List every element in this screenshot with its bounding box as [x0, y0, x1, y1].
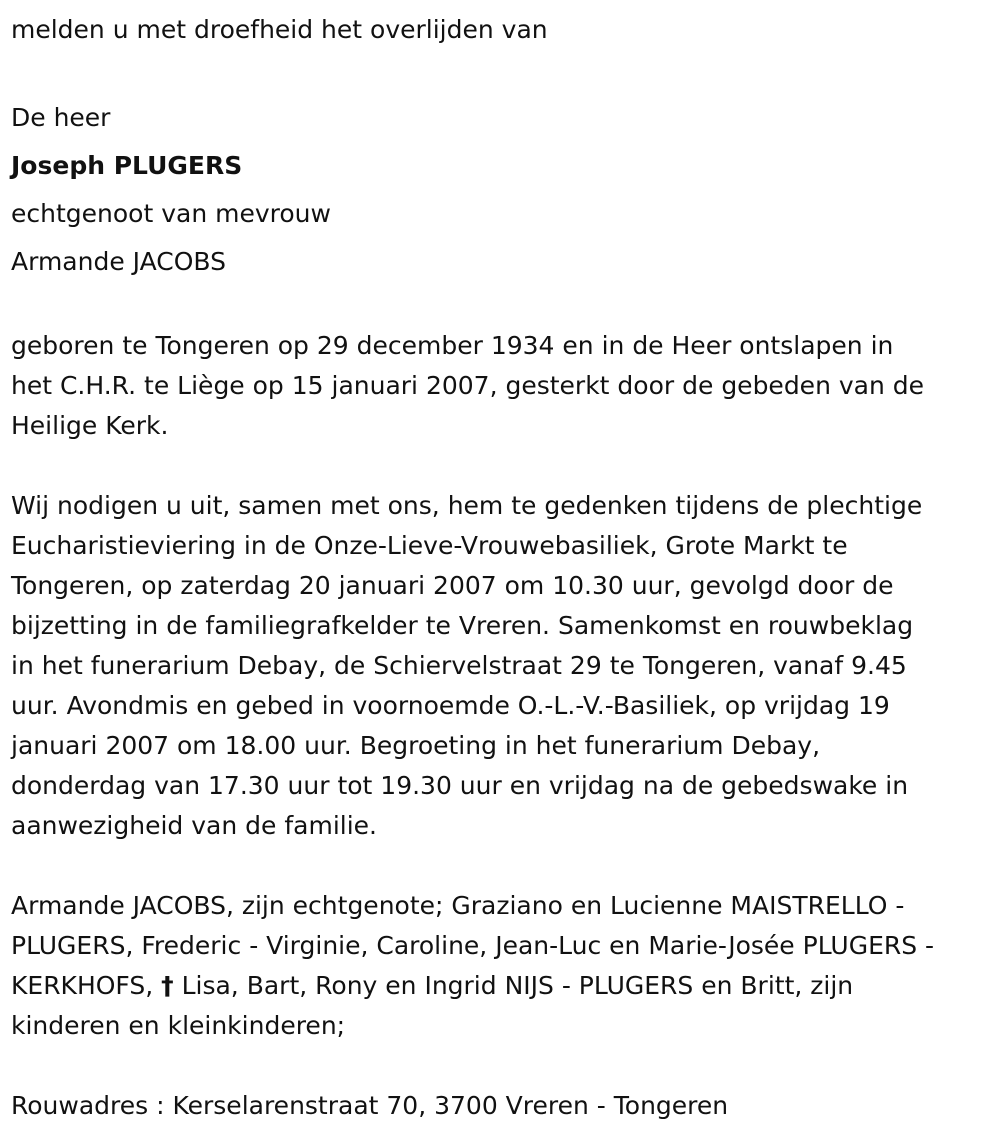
spouse-label: echtgenoot van mevrouw	[11, 199, 331, 228]
spacer	[11, 846, 989, 886]
paragraph-line: Tongeren, op zaterdag 20 januari 2007 om 10.30 uur, gevolgd door de	[11, 571, 894, 600]
paragraph-line	[11, 966, 989, 1006]
paragraph-line: geboren te Tongeren op 29 december 1934 en in de Heer ontslapen in	[11, 331, 894, 360]
birth-death-paragraph	[11, 326, 989, 446]
paragraph-line: aanwezigheid van de familie.	[11, 811, 377, 840]
paragraph-line: Armande JACOBS, zijn echtgenote; Graziano en Lucienne MAISTRELLO -	[11, 891, 905, 920]
paragraph-line: PLUGERS, Frederic - Virginie, Caroline, Jean-Luc en Marie-Josée PLUGERS -	[11, 931, 935, 960]
paragraph-line: Eucharistieviering in de Onze-Lieve-Vrouwebasiliek, Grote Markt te	[11, 531, 848, 560]
spacer	[11, 54, 989, 94]
family-text: KERKHOFS,	[11, 971, 162, 1000]
spacer	[11, 1046, 989, 1086]
paragraph-line: het C.H.R. te Liège op 15 januari 2007, gesterkt door de gebeden van de	[11, 371, 925, 400]
paragraph-line: kinderen en kleinkinderen;	[11, 1011, 346, 1040]
family-text: Lisa, Bart, Rony en Ingrid NIJS - PLUGERS en Britt, zijn	[173, 971, 854, 1000]
mourning-address: Rouwadres : Kerselarenstraat 70, 3700 Vreren - Tongeren	[11, 1091, 729, 1120]
paragraph-line: januari 2007 om 18.00 uur. Begroeting in het funerarium Debay,	[11, 731, 821, 760]
spacer	[11, 446, 989, 486]
paragraph-line: Wij nodigen u uit, samen met ons, hem te gedenken tijdens de plechtige	[11, 491, 923, 520]
salutation: De heer	[11, 103, 111, 132]
paragraph-line: bijzetting in de familiegrafkelder te Vreren. Samenkomst en rouwbeklag	[11, 611, 914, 640]
deceased-name: Joseph PLUGERS	[11, 151, 243, 180]
spacer	[11, 286, 989, 326]
intro-line: melden u met droefheid het overlijden van	[11, 15, 548, 44]
spouse-name: Armande JACOBS	[11, 247, 226, 276]
paragraph-line: in het funerarium Debay, de Schiervelstraat 29 te Tongeren, vanaf 9.45	[11, 651, 907, 680]
paragraph-line: donderdag van 17.30 uur tot 19.30 uur en vrijdag na de gebedswake in	[11, 771, 909, 800]
obituary-document	[11, 6, 989, 1126]
family-paragraph	[11, 886, 989, 1046]
paragraph-line: uur. Avondmis en gebed in voornoemde O.-L.-V.-Basiliek, op vrijdag 19	[11, 691, 890, 720]
invitation-paragraph	[11, 486, 989, 846]
cross-icon: †	[161, 971, 174, 1000]
paragraph-line: Heilige Kerk.	[11, 411, 169, 440]
